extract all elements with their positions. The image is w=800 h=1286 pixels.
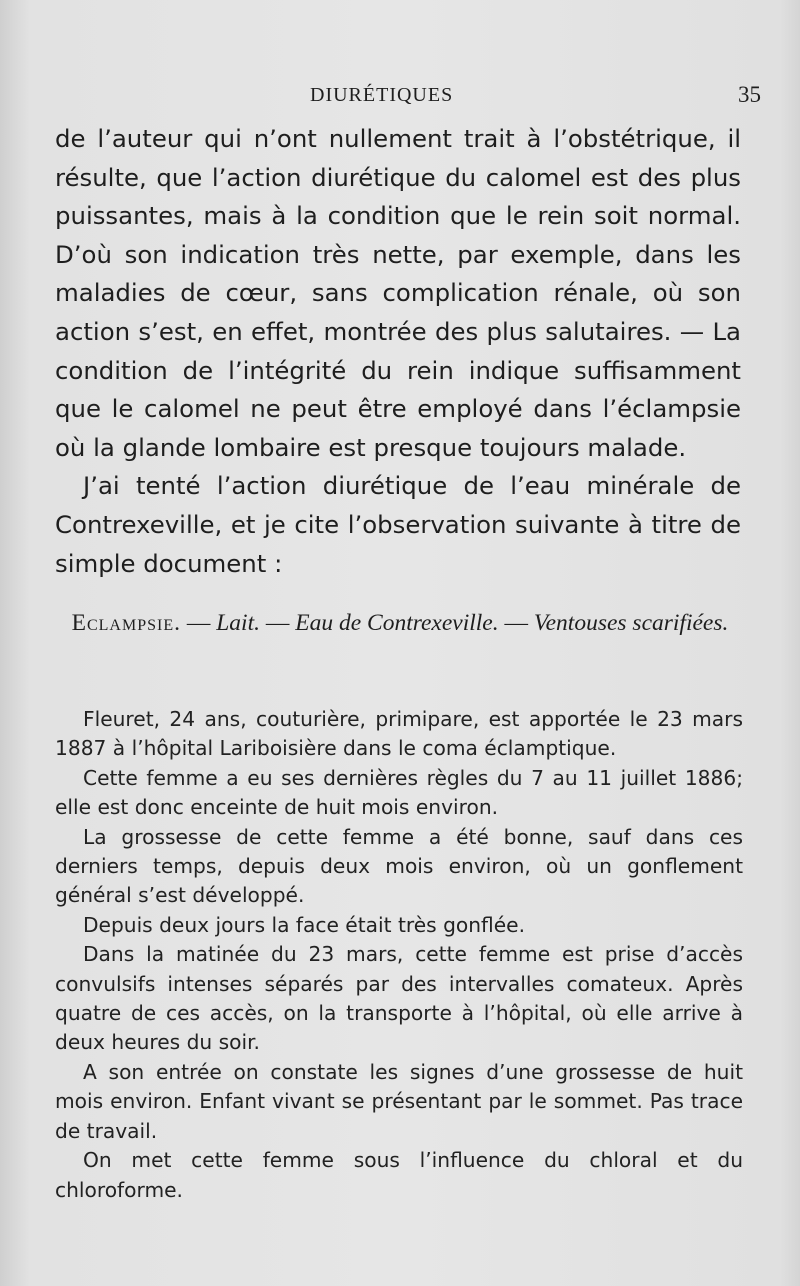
paragraph: Depuis deux jours la face était très gonflée. [83, 912, 526, 937]
paragraph: Dans la matinée du 23 mars, cette femme est prise d’accès convulsifs intenses séparés par des intervalles comateux. Après quatre de ces accès, on la transporte à l’hôpital, où elle arrive à deux heures du soir. [55, 942, 743, 1055]
page-number: 35 [738, 82, 761, 107]
heading-separator: — [180, 610, 217, 636]
paragraph: Cette femme a eu ses dernières règles du 7 au 11 juillet 1886; elle est donc enceinte de huit mois environ. [55, 765, 743, 820]
intro-text [55, 120, 741, 583]
paragraph: de l’auteur qui n’ont nullement trait à l’obstétrique, il résulte, que l’action diurétique du calomel est des plus puissantes, mais à la condition que le rein soit normal. D’où son indication très nette, par exemple, dans les maladies de cœur, sans complication rénale, où son action s’est, en effet, montrée des plus salutaires. — La condition de l’intégrité du rein indique suffisamment que le calomel ne peut être employé dans l’éclampsie où la glande lombaire est presque toujours malade. [55, 124, 741, 462]
heading-separator: — [259, 610, 296, 636]
case-heading-label: Eclampsie. [71, 610, 181, 636]
paragraph: Fleuret, 24 ans, couturière, primipare, est apportée le 23 mars 1887 à l’hôpital Lariboisière dans le coma éclamptique. [55, 707, 743, 761]
paragraph: On met cette femme sous l’influence du chloral et du chloroforme. [55, 1148, 743, 1202]
case-heading [55, 605, 745, 642]
case-observation [55, 705, 743, 1205]
paragraph: A son entrée on constate les signes d’une grossesse de huit mois environ. Enfant vivant se présentant par le sommet. Pas trace de travail. [55, 1059, 743, 1143]
heading-part: Eau de Contrexeville. [295, 610, 499, 636]
page-header [0, 84, 800, 114]
running-title: DIURÉTIQUES [310, 84, 454, 106]
paragraph: La grossesse de cette femme a été bonne, sauf dans ces derniers temps, depuis deux mois environ, où un gonflement général s’est développé. [55, 824, 743, 908]
heading-part: Lait. [216, 610, 260, 636]
heading-separator: — [498, 610, 534, 636]
heading-part: Ventouses scarifiées. [533, 610, 729, 636]
paragraph: J’ai tenté l’action diurétique de l’eau minérale de Contrexeville, et je cite l’observation suivante à titre de simple document : [55, 471, 741, 578]
